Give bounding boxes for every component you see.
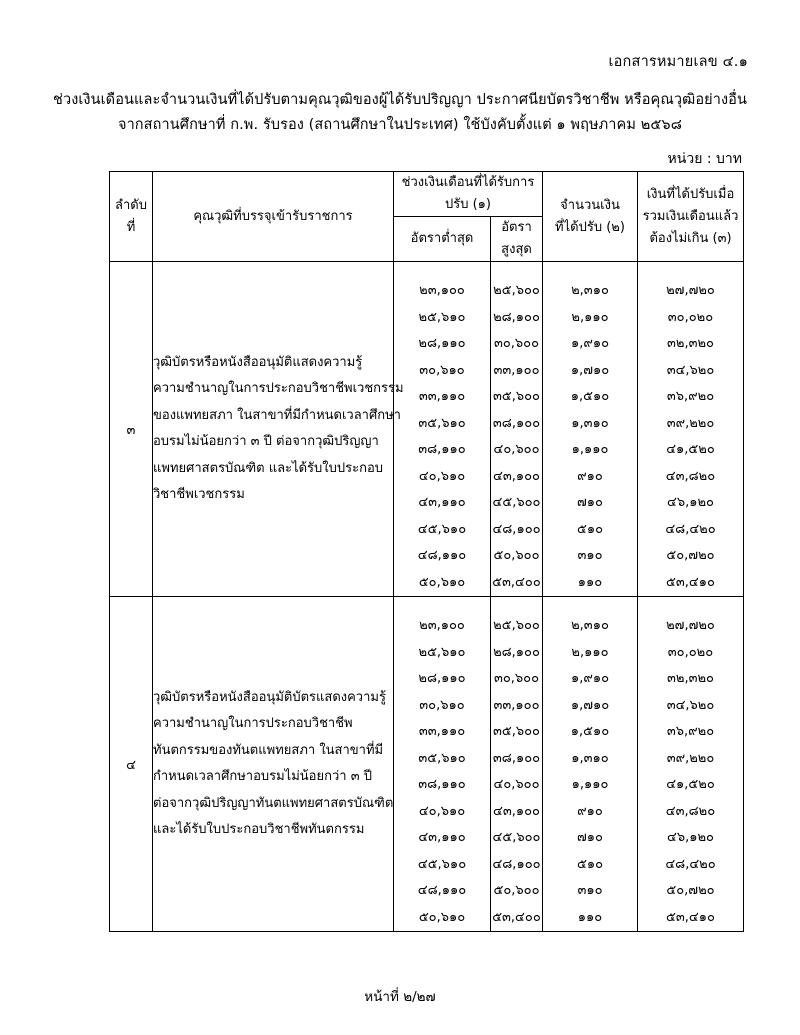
numeric-value: ๒๘,๑๐๐ xyxy=(493,644,540,660)
numeric-value: ๕๐,๖๑๐ xyxy=(418,574,466,590)
numeric-value: ๑,๑๑๐ xyxy=(571,442,609,457)
numeric-value: ๑,๕๑๐ xyxy=(570,724,610,739)
numeric-value: ๒,๓๑๐ xyxy=(571,618,609,633)
numeric-value: ๑,๕๑๐ xyxy=(570,389,610,404)
numeric-value: ๑,๙๑๐ xyxy=(570,671,610,686)
header-sequence-line-1: ลำดับ xyxy=(115,197,147,213)
row-total-values xyxy=(638,262,744,597)
numeric-value: ๕๓,๔๑๐ xyxy=(666,574,715,590)
header-min-rate: อัตราต่ำสุด xyxy=(394,217,491,262)
numeric-value: ๒๘,๑๑๐ xyxy=(418,671,466,686)
row-amount-values xyxy=(543,597,638,932)
numeric-value: ๕๐,๖๐๐ xyxy=(493,883,540,898)
numeric-value: ๒๘,๑๐๐ xyxy=(493,309,540,325)
numeric-value: ๒๕,๖๑๐ xyxy=(418,644,466,660)
header-amount-line-2: ที่ได้ปรับ (๒) xyxy=(555,219,625,235)
numeric-value: ๑,๑๑๐ xyxy=(571,777,609,792)
numeric-value: ๒,๓๑๐ xyxy=(571,283,609,298)
row-min-rate-values xyxy=(394,262,491,597)
numeric-value: ๔๘,๔๒๐ xyxy=(665,521,716,537)
numeric-value: ๑,๙๑๐ xyxy=(570,336,610,351)
numeric-value: ๓๐,๐๒๐ xyxy=(667,309,714,325)
numeric-value: ๒๗,๗๒๐ xyxy=(666,283,715,298)
numeric-value: ๒,๑๑๐ xyxy=(571,644,609,660)
numeric-value: ๔๐,๖๐๐ xyxy=(493,777,540,792)
numeric-value: ๓๘,๑๑๐ xyxy=(418,442,466,457)
numeric-value: ๔๘,๑๑๐ xyxy=(417,548,467,563)
numeric-value: ๒๕,๖๐๐ xyxy=(493,283,540,298)
description-line: ของแพทยสภา ในสาขาที่มีกำหนดเวลาศึกษา xyxy=(153,407,401,423)
document-title xyxy=(0,88,800,138)
numeric-value: ๓๖,๙๒๐ xyxy=(666,724,715,739)
numeric-value: ๓๘,๑๑๐ xyxy=(418,777,466,792)
row-amount-values xyxy=(543,262,638,597)
numeric-value: ๔๖,๑๒๐ xyxy=(667,830,714,845)
numeric-value: ๙๑๐ xyxy=(577,468,603,484)
numeric-value: ๔๑,๕๒๐ xyxy=(666,442,715,457)
numeric-value: ๔๐,๖๑๐ xyxy=(418,468,466,484)
numeric-value: ๔๘,๔๒๐ xyxy=(665,856,716,872)
numeric-value: ๓๐,๖๑๐ xyxy=(419,697,465,713)
numeric-value: ๓๔,๖๒๐ xyxy=(666,362,715,378)
numeric-value: ๔๕,๖๐๐ xyxy=(492,830,541,845)
numeric-value: ๔๑,๕๒๐ xyxy=(666,777,715,792)
numeric-value: ๓๓,๑๐๐ xyxy=(493,697,540,713)
description-line: กำหนดเวลาศึกษาอบรมไม่น้อยกว่า ๓ ปี xyxy=(153,769,372,784)
header-max-rate: อัตราสูงสุด xyxy=(491,217,543,262)
header-total-line-3: ต้องไม่เกิน (๓) xyxy=(649,230,732,246)
numeric-value: ๓๐,๖๑๐ xyxy=(419,362,465,378)
numeric-value: ๓๓,๑๑๐ xyxy=(418,389,466,404)
numeric-value: ๑,๗๑๐ xyxy=(570,362,610,378)
unit-label: หน่วย : บาท xyxy=(667,151,742,167)
numeric-value: ๒๓,๑๐๐ xyxy=(419,618,465,633)
description-line: แพทยศาสตรบัณฑิต และได้รับใบประกอบ xyxy=(153,460,384,476)
header-salary-range-group: ช่วงเงินเดือนที่ได้รับการปรับ (๑) xyxy=(394,172,543,217)
numeric-value: ๕๑๐ xyxy=(576,856,604,872)
table-row xyxy=(110,597,744,932)
numeric-value: ๕๓,๔๐๐ xyxy=(492,909,541,925)
numeric-value: ๑,๓๑๐ xyxy=(571,750,609,766)
row-total-values xyxy=(638,597,744,932)
numeric-value: ๕๓,๔๐๐ xyxy=(492,574,541,590)
numeric-value: ๔๕,๖๐๐ xyxy=(492,495,541,510)
numeric-value: ๓๐,๖๐๐ xyxy=(493,671,540,686)
numeric-value: ๑,๗๑๐ xyxy=(570,697,610,713)
description-line: วิชาชีพเวชกรรม xyxy=(153,487,245,502)
numeric-value: ๓๙,๒๒๐ xyxy=(666,415,715,431)
numeric-value: ๒๕,๖๑๐ xyxy=(418,309,466,325)
numeric-value: ๔๕,๖๑๐ xyxy=(417,521,467,537)
numeric-value: ๓๘,๑๐๐ xyxy=(492,415,541,431)
document-reference-label: เอกสารหมายเลข ๔.๑ xyxy=(608,54,748,70)
numeric-value: ๒๓,๑๐๐ xyxy=(419,283,465,298)
row-sequence-number: ๔ xyxy=(110,597,153,932)
numeric-value: ๒,๑๑๐ xyxy=(571,309,609,325)
numeric-value: ๓๕,๖๐๐ xyxy=(493,389,540,404)
row-max-rate-values xyxy=(491,262,543,597)
numeric-value: ๔๖,๑๒๐ xyxy=(667,495,714,510)
numeric-value: ๕๐,๗๒๐ xyxy=(666,548,715,563)
description-line: ความชำนาญในการประกอบวิชาชีพ xyxy=(153,716,353,731)
numeric-value: ๓๕,๖๐๐ xyxy=(493,724,540,739)
description-line: และได้รับใบประกอบวิชาชีพทันตกรรม xyxy=(153,822,365,837)
numeric-value: ๒๘,๑๑๐ xyxy=(418,336,466,351)
numeric-value: ๔๘,๑๐๐ xyxy=(492,856,541,872)
numeric-value: ๓๒,๓๒๐ xyxy=(667,336,714,351)
header-total-line-2: รวมเงินเดือนแล้ว xyxy=(642,208,739,224)
description-line: ทันตกรรมของทันตแพทยสภา ในสาขาที่มี xyxy=(153,742,384,758)
table-header xyxy=(110,172,744,262)
header-amount-line-1: จำนวนเงิน xyxy=(560,197,620,213)
numeric-value: ๓๐,๐๒๐ xyxy=(667,644,714,660)
numeric-value: ๓๓,๑๑๐ xyxy=(418,724,466,739)
numeric-value: ๕๑๐ xyxy=(576,521,604,537)
description-line: วุฒิบัตรหรือหนังสืออนุมัติแสดงความรู้ xyxy=(153,354,363,370)
page-footer: หน้าที่ ๒/๒๗ xyxy=(364,989,436,1005)
header-amount xyxy=(543,172,638,262)
row-qualification-description xyxy=(153,262,404,597)
numeric-value: ๓๙,๒๒๐ xyxy=(666,750,715,766)
numeric-value: ๔๓,๑๐๐ xyxy=(493,803,540,819)
description-line: อบรมไม่น้อยกว่า ๓ ปี ต่อจากวุฒิปริญญา xyxy=(153,434,379,449)
numeric-value: ๗๑๐ xyxy=(577,830,603,845)
row-max-rate-values xyxy=(491,597,543,932)
numeric-value: ๔๐,๖๑๐ xyxy=(418,803,466,819)
numeric-value: ๔๕,๖๑๐ xyxy=(417,856,467,872)
table-row xyxy=(110,262,744,597)
numeric-value: ๑๑๐ xyxy=(577,909,603,925)
salary-table-container xyxy=(109,171,743,932)
numeric-value: ๕๐,๗๒๐ xyxy=(666,883,715,898)
table-header-row-1 xyxy=(110,172,744,217)
header-total-line-1: เงินที่ได้ปรับเมื่อ xyxy=(646,186,735,202)
numeric-value: ๔๘,๑๑๐ xyxy=(417,883,467,898)
numeric-value: ๕๓,๔๑๐ xyxy=(666,909,715,925)
description-line: วุฒิบัตรหรือหนังสืออนุมัติบัตรแสดงความรู้ xyxy=(153,689,386,705)
numeric-value: ๗๑๐ xyxy=(577,495,603,510)
numeric-value: ๒๕,๖๐๐ xyxy=(493,618,540,633)
numeric-value: ๓๑๐ xyxy=(577,548,603,563)
numeric-value: ๓๖,๙๒๐ xyxy=(666,389,715,404)
header-total xyxy=(638,172,744,262)
numeric-value: ๓๕,๖๑๐ xyxy=(418,750,466,766)
numeric-value: ๔๘,๑๐๐ xyxy=(492,521,541,537)
row-qualification-description xyxy=(153,597,394,932)
numeric-value: ๒๗,๗๒๐ xyxy=(666,618,715,633)
numeric-value: ๓๓,๑๐๐ xyxy=(493,362,540,378)
row-min-rate-values xyxy=(394,597,491,932)
numeric-value: ๕๐,๖๑๐ xyxy=(418,909,466,925)
numeric-value: ๑,๓๑๐ xyxy=(571,415,609,431)
numeric-value: ๓๐,๖๐๐ xyxy=(493,336,540,351)
numeric-value: ๔๓,๘๒๐ xyxy=(665,468,716,484)
title-line-2: จากสถานศึกษาที่ ก.พ. รับรอง (สถานศึกษาในประเทศ) ใช้บังคับตั้งแต่ ๑ พฤษภาคม ๒๕๖๘ xyxy=(117,117,683,133)
numeric-value: ๔๓,๑๑๐ xyxy=(418,830,466,845)
header-qualification: คุณวุฒิที่บรรจุเข้ารับราชการ xyxy=(153,172,394,262)
numeric-value: ๔๓,๑๑๐ xyxy=(418,495,466,510)
salary-table xyxy=(109,171,744,932)
header-sequence xyxy=(110,172,153,262)
header-sequence-line-2: ที่ xyxy=(126,219,136,235)
numeric-value: ๙๑๐ xyxy=(577,803,603,819)
numeric-value: ๑๑๐ xyxy=(577,574,603,590)
numeric-value: ๔๓,๘๒๐ xyxy=(665,803,716,819)
description-line: ความชำนาญในการประกอบวิชาชีพเวชกรรม xyxy=(153,381,404,396)
title-line-1: ช่วงเงินเดือนและจำนวนเงินที่ได้ปรับตามคุณวุฒิของผู้ได้รับปริญญา ประกาศนียบัตรวิชาชีพ หรือคุณวุฒิอย่างอื่น xyxy=(53,92,747,108)
description-line: ต่อจากวุฒิปริญญาทันตแพทยศาสตรบัณฑิต xyxy=(153,795,394,811)
numeric-value: ๕๐,๖๐๐ xyxy=(493,548,540,563)
numeric-value: ๓๔,๖๒๐ xyxy=(666,697,715,713)
numeric-value: ๓๕,๖๑๐ xyxy=(418,415,466,431)
numeric-value: ๓๘,๑๐๐ xyxy=(492,750,541,766)
numeric-value: ๔๓,๑๐๐ xyxy=(493,468,540,484)
numeric-value: ๓๒,๓๒๐ xyxy=(667,671,714,686)
numeric-value: ๔๐,๖๐๐ xyxy=(493,442,540,457)
numeric-value: ๓๑๐ xyxy=(577,883,603,898)
row-sequence-number: ๓ xyxy=(110,262,153,597)
table-body xyxy=(110,262,744,932)
